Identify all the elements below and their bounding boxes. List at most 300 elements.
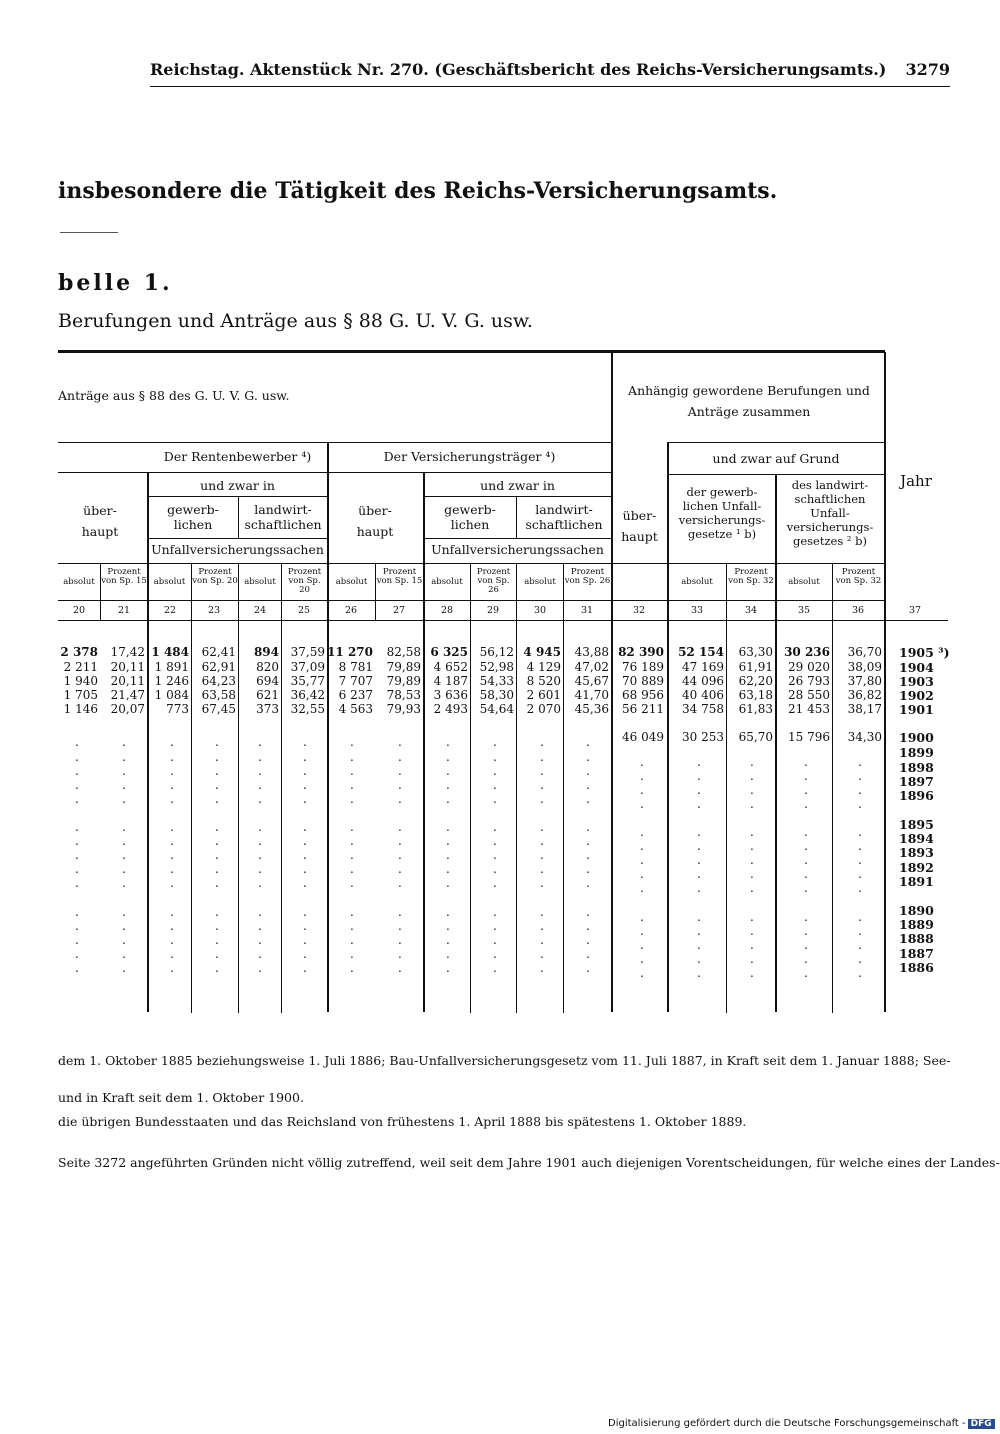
table-cell: 6 237	[338, 688, 373, 702]
dot-leader: .	[540, 961, 544, 975]
year-label: 1886	[899, 960, 934, 975]
dot-leader: .	[493, 792, 497, 806]
table-cell: 2 601	[526, 688, 561, 702]
dot-leader: .	[858, 881, 862, 895]
dot-leader: .	[350, 862, 354, 876]
dot-leader: .	[697, 924, 701, 938]
dot-leader: .	[258, 735, 262, 749]
colnum-37: 37	[908, 605, 922, 616]
table-cell: 4 129	[526, 660, 561, 674]
year-label: 1900	[899, 730, 934, 745]
dot-leader: .	[258, 848, 262, 862]
dot-leader: .	[303, 735, 307, 749]
dot-leader: .	[303, 834, 307, 848]
dot-leader: .	[446, 933, 450, 947]
dot-leader: .	[258, 961, 262, 975]
dot-leader: .	[170, 905, 174, 919]
dot-leader: .	[446, 961, 450, 975]
table-cell: 894	[253, 645, 279, 659]
dot-leader: .	[493, 919, 497, 933]
dot-leader: .	[446, 764, 450, 778]
table-cell: 62,20	[738, 674, 773, 688]
dot-leader: .	[858, 853, 862, 867]
table-cell: 20,11	[110, 660, 145, 674]
ueberhaupt-1: über-haupt	[81, 503, 119, 539]
dot-leader: .	[350, 735, 354, 749]
table-cell: 4 652	[433, 660, 468, 674]
dot-leader: .	[303, 792, 307, 806]
dot-leader: .	[493, 820, 497, 834]
dot-leader: .	[75, 862, 79, 876]
dot-leader: .	[586, 834, 590, 848]
dot-leader: .	[697, 825, 701, 839]
year-label: 1891	[899, 874, 934, 889]
dot-leader: .	[540, 834, 544, 848]
group-left-label: Anträge aus § 88 des G. U. V. G. usw.	[58, 388, 290, 403]
sub-prozent-21: Prozent von Sp. 15	[101, 567, 147, 586]
table-cell: 62,41	[201, 645, 236, 659]
dot-leader: .	[446, 735, 450, 749]
dot-leader: .	[750, 938, 754, 952]
dot-leader: .	[446, 862, 450, 876]
dot-leader: .	[493, 778, 497, 792]
dot-leader: .	[303, 919, 307, 933]
table-cell: 621	[256, 688, 279, 702]
colnum-33: 33	[690, 605, 704, 616]
dot-leader: .	[398, 735, 402, 749]
dot-leader: .	[540, 820, 544, 834]
dot-leader: .	[640, 867, 644, 881]
dot-leader: .	[350, 947, 354, 961]
table-cell: 54,33	[479, 674, 514, 688]
table-cell: 78,53	[386, 688, 421, 702]
dot-leader: .	[122, 933, 126, 947]
dot-leader: .	[540, 876, 544, 890]
dfg-logo: DFG	[968, 1419, 995, 1429]
dot-leader: .	[586, 905, 590, 919]
dot-leader: .	[640, 783, 644, 797]
dot-leader: .	[750, 755, 754, 769]
dfg-text: Digitalisierung gefördert durch die Deutsche Forschungsgemeinschaft -	[608, 1418, 966, 1429]
dot-leader: .	[858, 783, 862, 797]
table-label: belle 1.	[58, 270, 173, 296]
dot-leader: .	[398, 933, 402, 947]
dot-leader: .	[540, 848, 544, 862]
year-label: 1901	[899, 702, 934, 717]
dot-leader: .	[350, 905, 354, 919]
table-cell: 1 940	[63, 674, 98, 688]
table-cell: 2 378	[60, 645, 98, 659]
dot-leader: .	[258, 947, 262, 961]
dot-leader: .	[398, 764, 402, 778]
table-cell: 1 705	[63, 688, 98, 702]
dot-leader: .	[804, 910, 808, 924]
table-cell: 8 781	[338, 660, 373, 674]
sub-absolut-26: absolut	[335, 577, 368, 587]
dot-leader: .	[350, 876, 354, 890]
dot-leader: .	[493, 848, 497, 862]
dot-leader: .	[75, 848, 79, 862]
table-cell: 30 253	[682, 730, 724, 744]
dot-leader: .	[640, 952, 644, 966]
table-cell: 4 187	[433, 674, 468, 688]
dot-leader: .	[804, 797, 808, 811]
table-cell: 694	[256, 674, 279, 688]
dot-leader: .	[858, 797, 862, 811]
table-cell: 26 793	[788, 674, 830, 688]
dot-leader: .	[398, 750, 402, 764]
dot-leader: .	[215, 961, 219, 975]
sub-absolut-28: absolut	[431, 577, 463, 587]
colnum-32: 32	[632, 605, 646, 616]
dot-leader: .	[258, 862, 262, 876]
sub-prozent-23: Prozent von Sp. 20	[192, 567, 238, 586]
table-cell: 38,17	[847, 702, 882, 716]
dot-leader: .	[398, 862, 402, 876]
ueberhaupt-3: über-haupt	[621, 508, 658, 544]
dot-leader: .	[493, 750, 497, 764]
dot-leader: .	[170, 778, 174, 792]
dot-leader: .	[398, 947, 402, 961]
dot-leader: .	[170, 792, 174, 806]
table-cell: 58,30	[479, 688, 514, 702]
dot-leader: .	[398, 778, 402, 792]
dot-leader: .	[258, 834, 262, 848]
colnum-34: 34	[744, 605, 758, 616]
dot-leader: .	[750, 966, 754, 980]
colnum-35: 35	[797, 605, 811, 616]
colnum-36: 36	[851, 605, 865, 616]
table-cell: 79,89	[386, 660, 421, 674]
dot-leader: .	[750, 797, 754, 811]
table-cell: 3 636	[433, 688, 468, 702]
table-cell: 79,89	[386, 674, 421, 688]
table-cell: 45,67	[574, 674, 609, 688]
table-cell: 4 563	[338, 702, 373, 716]
dot-leader: .	[75, 820, 79, 834]
dot-leader: .	[75, 792, 79, 806]
dot-leader: .	[493, 947, 497, 961]
group-right-label: Anhängig gewordene Berufungen und Anträge zusammen	[628, 383, 870, 419]
table-cell: 17,42	[110, 645, 145, 659]
table-cell: 44 096	[682, 674, 724, 688]
rentenbewerber-header: Der Rentenbewerber ⁴)	[163, 449, 312, 464]
dot-leader: .	[303, 905, 307, 919]
dot-leader: .	[446, 834, 450, 848]
dot-leader: .	[586, 961, 590, 975]
dot-leader: .	[303, 947, 307, 961]
table-cell: 20,11	[110, 674, 145, 688]
dot-leader: .	[303, 876, 307, 890]
table-cell: 43,88	[574, 645, 609, 659]
table-cell: 1 484	[151, 645, 189, 659]
table-cell: 63,18	[738, 688, 773, 702]
year-label: 1889	[899, 917, 934, 932]
table-cell: 30 236	[784, 645, 830, 659]
table-cell: 1 084	[154, 688, 189, 702]
dot-leader: .	[540, 933, 544, 947]
dot-leader: .	[215, 947, 219, 961]
dot-leader: .	[540, 735, 544, 749]
landwirtschaftlichen-1: landwirt-schaftlichen	[244, 502, 322, 532]
dot-leader: .	[350, 750, 354, 764]
dot-leader: .	[697, 966, 701, 980]
jahr-header: Jahr	[900, 472, 932, 490]
dot-leader: .	[398, 961, 402, 975]
dot-leader: .	[750, 924, 754, 938]
year-label: 1903	[899, 674, 934, 689]
table-cell: 45,36	[574, 702, 609, 716]
dot-leader: .	[586, 919, 590, 933]
year-label: 1888	[899, 931, 934, 946]
dot-leader: .	[215, 750, 219, 764]
sub-prozent-29: Prozent von Sp. 26	[476, 567, 511, 595]
year-label: 1887	[899, 946, 934, 961]
dot-leader: .	[215, 876, 219, 890]
sub-prozent-27: Prozent von Sp. 15	[376, 567, 423, 586]
page-number: 3279	[905, 60, 950, 79]
sub-prozent-34: Prozent von Sp. 32	[728, 567, 774, 586]
colnum-28: 28	[440, 605, 454, 616]
table-cell: 79,93	[386, 702, 421, 716]
unfall-1: Unfallversicherungssachen	[151, 542, 324, 557]
gewerbl-gesetz-header: der gewerb-lichen Unfall-versicherungs-gesetze ¹ b)	[678, 485, 766, 541]
dot-leader: .	[446, 947, 450, 961]
dot-leader: .	[540, 792, 544, 806]
dot-leader: .	[303, 848, 307, 862]
dot-leader: .	[122, 764, 126, 778]
dot-leader: .	[697, 797, 701, 811]
table-cell: 70 889	[622, 674, 664, 688]
table-cell: 46 049	[622, 730, 664, 744]
dot-leader: .	[858, 910, 862, 924]
table-cell: 82 390	[618, 645, 664, 659]
dot-leader: .	[122, 905, 126, 919]
dot-leader: .	[640, 853, 644, 867]
sub-absolut-30: absolut	[524, 577, 556, 587]
dot-leader: .	[398, 820, 402, 834]
table-cell: 52 154	[678, 645, 724, 659]
dot-leader: .	[640, 769, 644, 783]
dot-leader: .	[170, 933, 174, 947]
dot-leader: .	[215, 820, 219, 834]
dot-leader: .	[697, 755, 701, 769]
dot-leader: .	[586, 947, 590, 961]
dot-leader: .	[258, 764, 262, 778]
table-cell: 41,70	[574, 688, 609, 702]
table-cell: 8 520	[526, 674, 561, 688]
dot-leader: .	[640, 797, 644, 811]
und-zwar-in-2: und zwar in	[480, 478, 555, 493]
table-cell: 29 020	[788, 660, 830, 674]
dot-leader: .	[540, 919, 544, 933]
dot-leader: .	[493, 834, 497, 848]
dot-leader: .	[586, 750, 590, 764]
dot-leader: .	[750, 769, 754, 783]
dot-leader: .	[122, 820, 126, 834]
table-cell: 82,58	[386, 645, 421, 659]
colnum-25: 25	[297, 605, 311, 616]
dot-leader: .	[170, 862, 174, 876]
dot-leader: .	[697, 769, 701, 783]
dot-leader: .	[170, 947, 174, 961]
dot-leader: .	[303, 764, 307, 778]
divider	[60, 232, 118, 233]
dot-leader: .	[75, 933, 79, 947]
dot-leader: .	[750, 839, 754, 853]
dot-leader: .	[170, 919, 174, 933]
table-cell: 76 189	[622, 660, 664, 674]
table-cell: 820	[256, 660, 279, 674]
dot-leader: .	[258, 750, 262, 764]
dot-leader: .	[804, 867, 808, 881]
dot-leader: .	[697, 910, 701, 924]
dot-leader: .	[350, 834, 354, 848]
table-cell: 32,55	[290, 702, 325, 716]
colnum-20: 20	[72, 605, 86, 616]
table-cell: 1 146	[63, 702, 98, 716]
dot-leader: .	[350, 778, 354, 792]
dot-leader: .	[258, 876, 262, 890]
dot-leader: .	[170, 735, 174, 749]
dot-leader: .	[122, 919, 126, 933]
sub-prozent-25: Prozent von Sp. 20	[287, 567, 322, 595]
gewerblichen-1: gewerb-lichen	[167, 502, 219, 532]
dot-leader: .	[258, 933, 262, 947]
dot-leader: .	[640, 755, 644, 769]
colnum-27: 27	[392, 605, 406, 616]
dot-leader: .	[540, 778, 544, 792]
table-cell: 1 246	[154, 674, 189, 688]
dot-leader: .	[446, 820, 450, 834]
dot-leader: .	[493, 961, 497, 975]
sub-absolut-22: absolut	[153, 577, 186, 587]
dot-leader: .	[858, 825, 862, 839]
year-label: 1904	[899, 660, 934, 675]
dot-leader: .	[398, 905, 402, 919]
dot-leader: .	[750, 952, 754, 966]
table-cell: 4 945	[523, 645, 561, 659]
year-label: 1897	[899, 774, 934, 789]
table-subtitle: Berufungen und Anträge aus § 88 G. U. V. G. usw.	[58, 310, 533, 332]
table-cell: 38,09	[847, 660, 882, 674]
year-label: 1902	[899, 688, 934, 703]
dot-leader: .	[122, 961, 126, 975]
dot-leader: .	[858, 966, 862, 980]
dot-leader: .	[697, 881, 701, 895]
colnum-26: 26	[344, 605, 358, 616]
dot-leader: .	[858, 867, 862, 881]
dot-leader: .	[697, 783, 701, 797]
footnote-1: dem 1. Oktober 1885 beziehungsweise 1. Juli 1886; Bau-Unfallversicherungsgesetz vom 11. Juli 1887, in Kraft seit dem 1. Januar 1888; See-	[58, 1053, 951, 1068]
dot-leader: .	[122, 792, 126, 806]
colnum-23: 23	[207, 605, 221, 616]
dot-leader: .	[586, 764, 590, 778]
dot-leader: .	[858, 938, 862, 952]
dot-leader: .	[493, 764, 497, 778]
dot-leader: .	[215, 848, 219, 862]
dot-leader: .	[75, 919, 79, 933]
year-label: 1890	[899, 903, 934, 918]
table-cell: 68 956	[622, 688, 664, 702]
header-rule	[150, 86, 950, 87]
dot-leader: .	[804, 755, 808, 769]
table-cell: 67,45	[201, 702, 236, 716]
dot-leader: .	[540, 750, 544, 764]
dot-leader: .	[170, 834, 174, 848]
landw-gesetz-header: des landwirt-schaftlichen Unfall-versicherungs-gesetzes ² b)	[786, 478, 874, 548]
dot-leader: .	[586, 792, 590, 806]
table-cell: 21,47	[110, 688, 145, 702]
dot-leader: .	[540, 862, 544, 876]
dot-leader: .	[258, 792, 262, 806]
dot-leader: .	[170, 764, 174, 778]
table-cell: 36,42	[290, 688, 325, 702]
colnum-24: 24	[253, 605, 267, 616]
dot-leader: .	[170, 848, 174, 862]
dot-leader: .	[75, 834, 79, 848]
dot-leader: .	[804, 952, 808, 966]
dot-leader: .	[350, 961, 354, 975]
dot-leader: .	[303, 933, 307, 947]
dot-leader: .	[804, 839, 808, 853]
year-label: 1898	[899, 760, 934, 775]
dot-leader: .	[303, 778, 307, 792]
colnum-29: 29	[486, 605, 500, 616]
table-cell: 47,02	[574, 660, 609, 674]
dot-leader: .	[804, 966, 808, 980]
dot-leader: .	[398, 919, 402, 933]
dot-leader: .	[350, 933, 354, 947]
dot-leader: .	[75, 961, 79, 975]
dot-leader: .	[493, 876, 497, 890]
dfg-notice	[608, 1418, 995, 1429]
dot-leader: .	[122, 750, 126, 764]
dot-leader: .	[804, 825, 808, 839]
dot-leader: .	[75, 764, 79, 778]
dot-leader: .	[122, 947, 126, 961]
table-cell: 47 169	[682, 660, 724, 674]
table-cell: 64,23	[201, 674, 236, 688]
sub-absolut-24: absolut	[244, 577, 276, 587]
dot-leader: .	[586, 862, 590, 876]
table-cell: 65,70	[738, 730, 773, 744]
landwirtschaftlichen-2: landwirt-schaftlichen	[525, 502, 603, 532]
dot-leader: .	[303, 820, 307, 834]
footnote-4: Seite 3272 angeführten Gründen nicht völlig zutreffend, weil seit dem Jahre 1901 auch diejenigen Vorentscheidungen, für welche eines der Landes-	[58, 1155, 1000, 1170]
versicherungstraeger-header: Der Versicherungsträger ⁴)	[383, 449, 556, 464]
dot-leader: .	[540, 764, 544, 778]
dot-leader: .	[398, 834, 402, 848]
dot-leader: .	[350, 792, 354, 806]
dot-leader: .	[640, 966, 644, 980]
dot-leader: .	[75, 905, 79, 919]
dot-leader: .	[303, 961, 307, 975]
sub-absolut-33: absolut	[681, 577, 713, 587]
sub-absolut-35: absolut	[788, 577, 820, 587]
dot-leader: .	[215, 919, 219, 933]
dot-leader: .	[640, 839, 644, 853]
dot-leader: .	[170, 820, 174, 834]
dot-leader: .	[446, 919, 450, 933]
dot-leader: .	[75, 735, 79, 749]
dot-leader: .	[697, 839, 701, 853]
dot-leader: .	[398, 876, 402, 890]
table-cell: 6 325	[430, 645, 468, 659]
table-cell: 37,09	[290, 660, 325, 674]
dot-leader: .	[75, 778, 79, 792]
dot-leader: .	[586, 876, 590, 890]
